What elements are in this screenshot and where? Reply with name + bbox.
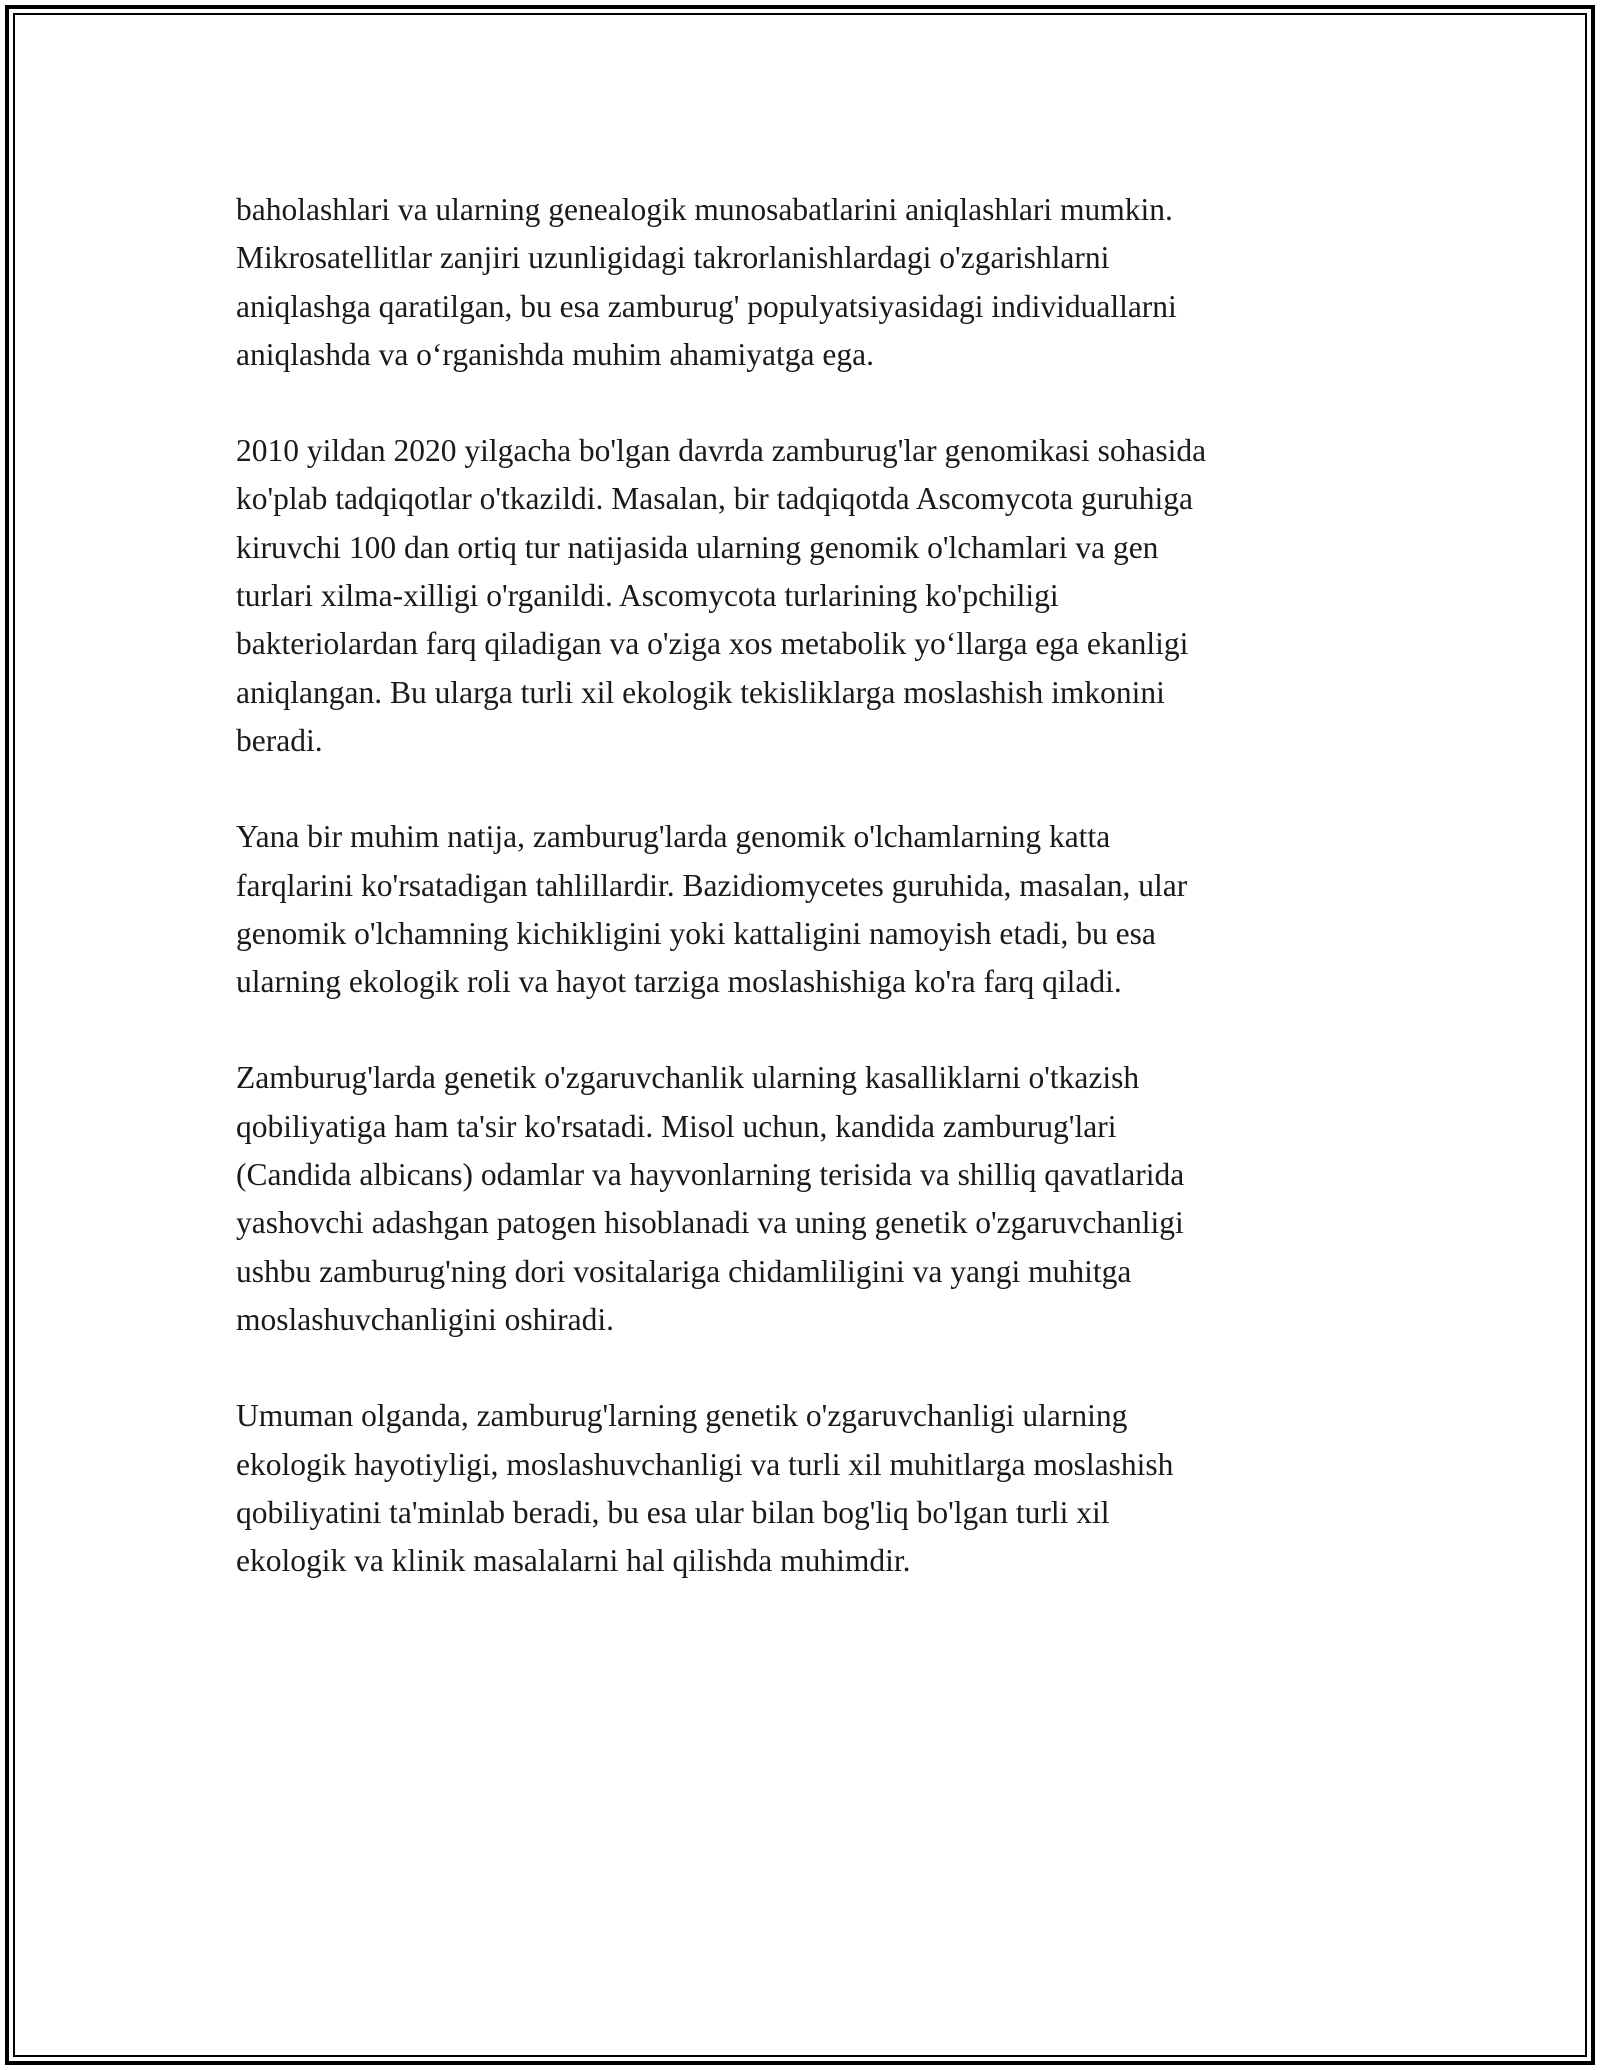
- text-line: genomik o'lchamning kichikligini yoki kattaligini namoyish etadi, bu esa: [236, 915, 1156, 951]
- text-line: beradi.: [236, 722, 323, 758]
- text-line: turlari xilma-xilligi o'rganildi. Ascomycota turlarining ko'pchiligi: [236, 578, 1059, 614]
- text-line: ekologik va klinik masalalarni hal qilishda muhimdir.: [236, 1543, 911, 1579]
- paragraph-conclusion: [236, 1392, 1386, 1585]
- text-line: (Candida albicans) odamlar va hayvonlarning terisida va shilliq qavatlarida: [236, 1157, 1185, 1193]
- text-line: Yana bir muhim natija, zamburug'larda genomik o'lchamlarning katta: [236, 819, 1111, 855]
- document-body: [236, 186, 1386, 1633]
- text-line: ushbu zamburug'ning dori vositalariga chidamliligini va yangi muhitga: [236, 1253, 1132, 1289]
- text-line: Mikrosatellitlar zanjiri uzunligidagi takrorlanishlardagi o'zgarishlarni: [236, 240, 1110, 276]
- text-line: 2010 yildan 2020 yilgacha bo'lgan davrda zamburug'lar genomikasi sohasida: [236, 433, 1207, 469]
- text-line: kiruvchi 100 dan ortiq tur natijasida ularning genomik o'lchamlari va gen: [236, 529, 1159, 565]
- text-line: ekologik hayotiyligi, moslashuvchanligi va turli xil muhitlarga moslashish: [236, 1446, 1174, 1482]
- text-line: farqlarini ko'rsatadigan tahlillardir. Bazidiomycetes guruhida, masalan, ular: [236, 867, 1188, 903]
- paragraph-microsatellites: [236, 186, 1386, 379]
- text-line: moslashuvchanligini oshiradi.: [236, 1301, 614, 1337]
- text-line: qobiliyatini ta'minlab beradi, bu esa ular bilan bog'liq bo'lgan turli xil: [236, 1494, 1110, 1530]
- text-line: Zamburug'larda genetik o'zgaruvchanlik ularning kasalliklarni o'tkazish: [236, 1060, 1140, 1096]
- paragraph-basidiomycetes: [236, 813, 1386, 1006]
- text-line: bakteriolardan farq qiladigan va o'ziga xos metabolik yo‘llarga ega ekanligi: [236, 626, 1189, 662]
- text-line: aniqlashda va o‘rganishda muhim ahamiyatga ega.: [236, 336, 874, 372]
- text-line: Umuman olganda, zamburug'larning genetik o'zgaruvchanligi ularning: [236, 1398, 1128, 1434]
- text-line: ko'plab tadqiqotlar o'tkazildi. Masalan, bir tadqiqotda Ascomycota guruhiga: [236, 481, 1193, 517]
- text-line: yashovchi adashgan patogen hisoblanadi va uning genetik o'zgaruvchanligi: [236, 1205, 1184, 1241]
- text-line: baholashlari va ularning genealogik munosabatlarini aniqlashlari mumkin.: [236, 192, 1173, 227]
- paragraph-candida: [236, 1054, 1386, 1344]
- text-line: aniqlangan. Bu ularga turli xil ekologik tekisliklarga moslashish imkonini: [236, 674, 1165, 710]
- paragraph-ascomycota-research: [236, 427, 1386, 765]
- text-line: aniqlashga qaratilgan, bu esa zamburug' populyatsiyasidagi individuallarni: [236, 288, 1177, 324]
- text-line: ularning ekologik roli va hayot tarziga moslashishiga ko'ra farq qiladi.: [236, 964, 1122, 1000]
- text-line: qobiliyatiga ham ta'sir ko'rsatadi. Misol uchun, kandida zamburug'lari: [236, 1108, 1117, 1144]
